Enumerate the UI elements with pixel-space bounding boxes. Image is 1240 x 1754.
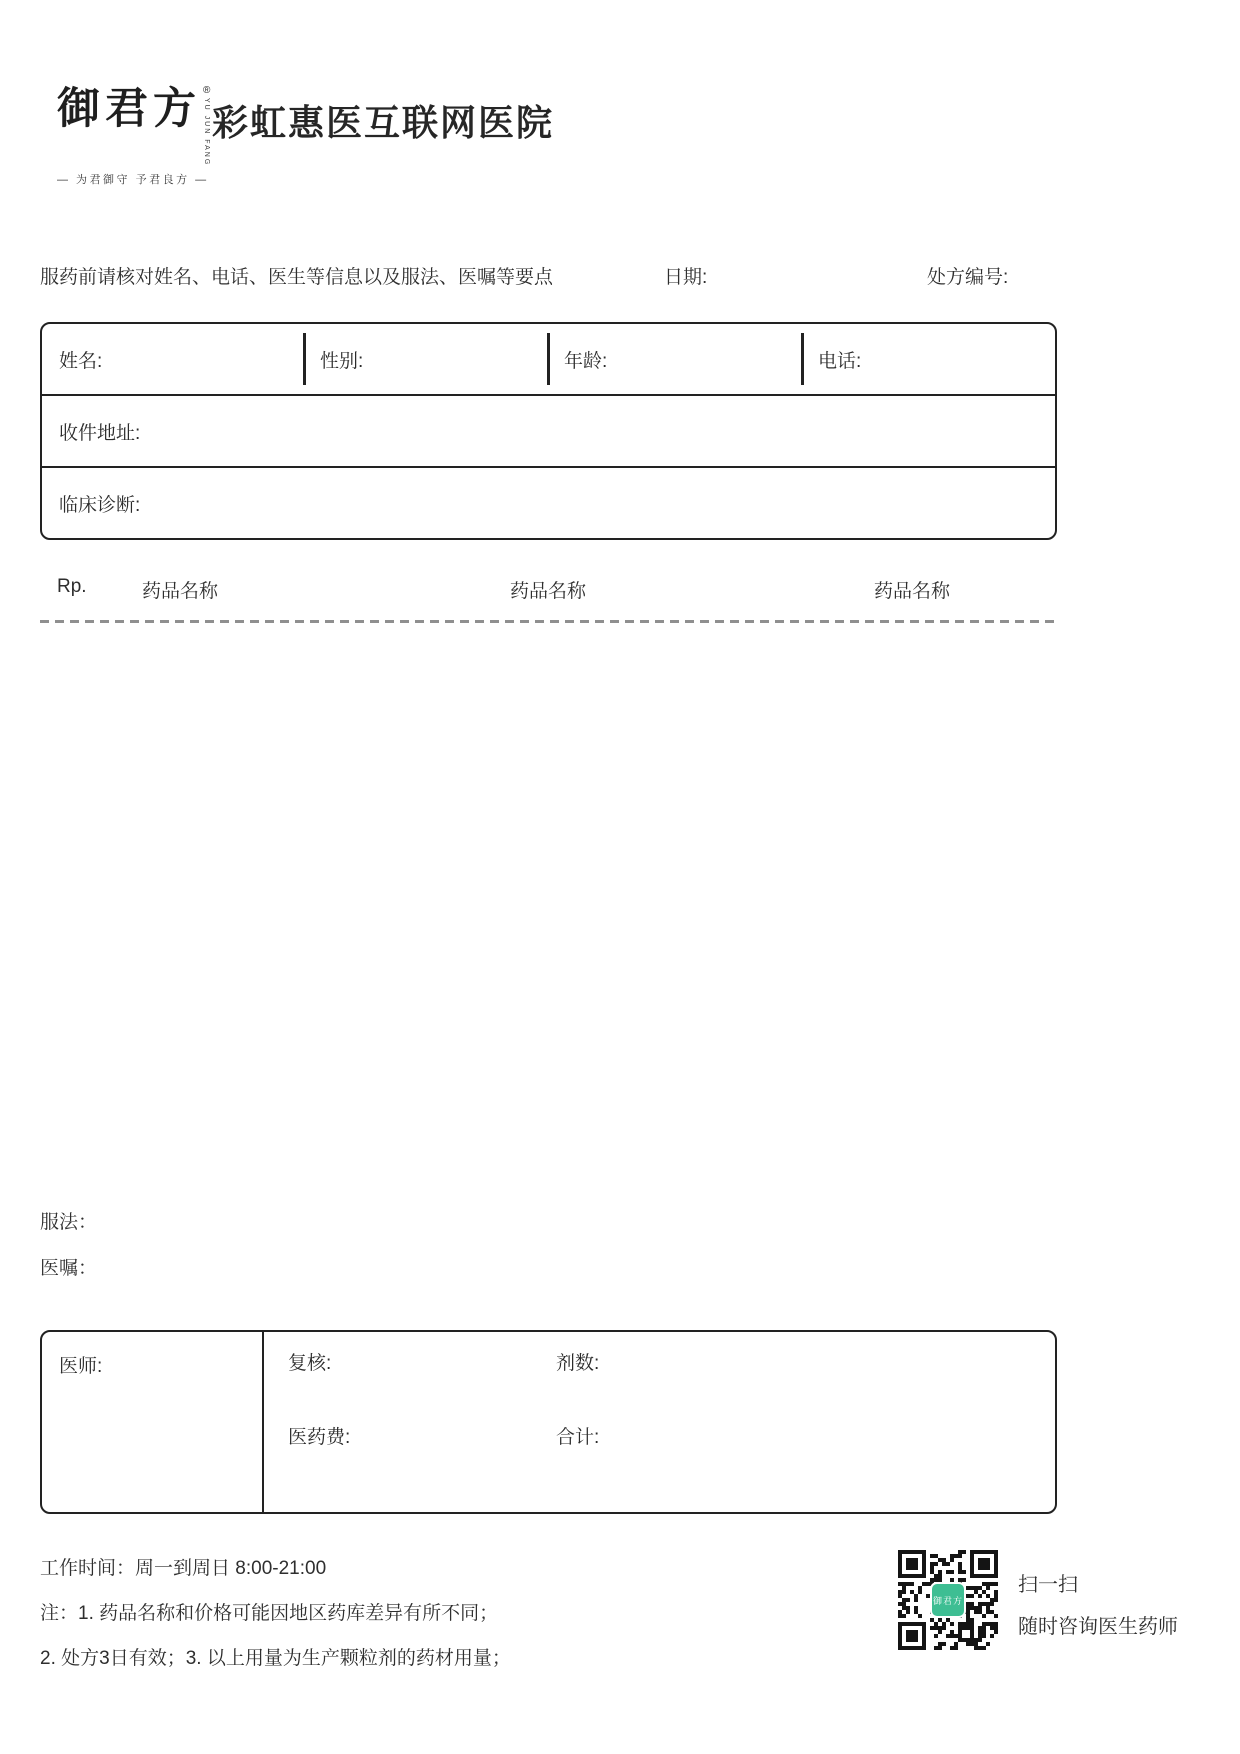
drug-name-column-header: 药品名称	[874, 581, 951, 602]
physician-label: 医师:	[59, 1356, 103, 1377]
total-label: 合计:	[556, 1427, 600, 1448]
working-hours: 工作时间：周一到周日 8:00-21:00	[40, 1558, 327, 1579]
qr-code	[898, 1550, 998, 1650]
brand-logo-romanization: YU JUN FANG	[203, 98, 211, 167]
brand-logo-side	[203, 86, 210, 166]
patient-name-field	[42, 324, 303, 394]
clinical-diagnosis-field	[42, 468, 1055, 538]
drug-name-column-header: 药品名称	[510, 581, 587, 602]
patient-gender-label: 性别:	[320, 350, 364, 372]
signoff-right-panel	[264, 1332, 1055, 1512]
patient-identity-row	[42, 324, 1055, 394]
brand-tagline: — 为君御守 予君良方 —	[57, 174, 209, 187]
hospital-name: 彩虹惠医互联网医院	[212, 102, 555, 143]
clinical-diagnosis-label: 临床诊断:	[59, 494, 141, 516]
prescription-header-row	[40, 576, 1057, 602]
patient-info-box	[40, 322, 1057, 540]
dose-count-label: 剂数:	[556, 1353, 600, 1374]
scan-description: 随时咨询医生药师	[1018, 1616, 1178, 1638]
patient-age-field	[547, 324, 801, 394]
date-label: 日期:	[664, 267, 708, 288]
pre-medication-notice: 服药前请核对姓名、电话、医生等信息以及服法、医嘱等要点	[40, 267, 554, 288]
brand-logo-block	[57, 86, 210, 187]
dashed-separator	[40, 620, 1057, 623]
signoff-box	[40, 1330, 1057, 1514]
doctor-advice-label: 医嘱：	[40, 1258, 98, 1279]
shipping-address-label: 收件地址:	[59, 422, 141, 444]
patient-gender-field	[303, 324, 547, 394]
notice-row	[40, 262, 1057, 288]
physician-field	[42, 1332, 264, 1512]
usage-label: 服法：	[40, 1212, 98, 1233]
rx-number-label: 处方编号:	[927, 267, 1009, 288]
patient-phone-label: 电话:	[818, 350, 862, 372]
patient-phone-field	[801, 324, 1055, 394]
patient-age-label: 年龄:	[564, 350, 608, 372]
fee-total-row	[288, 1422, 1055, 1496]
brand-logo	[57, 86, 210, 166]
note-line-2: 2. 处方3日有效；3. 以上用量为生产颗粒剂的药材用量；	[40, 1648, 511, 1669]
qr-badge-text: 御君方	[932, 1595, 963, 1606]
note-line-1: 注：1. 药品名称和价格可能因地区药库差异有所不同；	[40, 1603, 499, 1624]
qr-center-badge	[930, 1582, 966, 1618]
medicine-fee-label: 医药费:	[288, 1427, 351, 1448]
review-dose-row	[288, 1348, 1055, 1422]
review-label: 复核:	[288, 1353, 332, 1374]
rp-label: Rp.	[57, 576, 87, 597]
brand-logo-text: 御君方	[57, 84, 201, 134]
scan-label: 扫一扫	[1018, 1574, 1078, 1596]
patient-name-label: 姓名:	[59, 350, 103, 372]
shipping-address-field	[42, 396, 1055, 466]
registered-trademark-icon: ®	[203, 85, 211, 96]
drug-name-column-header: 药品名称	[142, 581, 219, 602]
